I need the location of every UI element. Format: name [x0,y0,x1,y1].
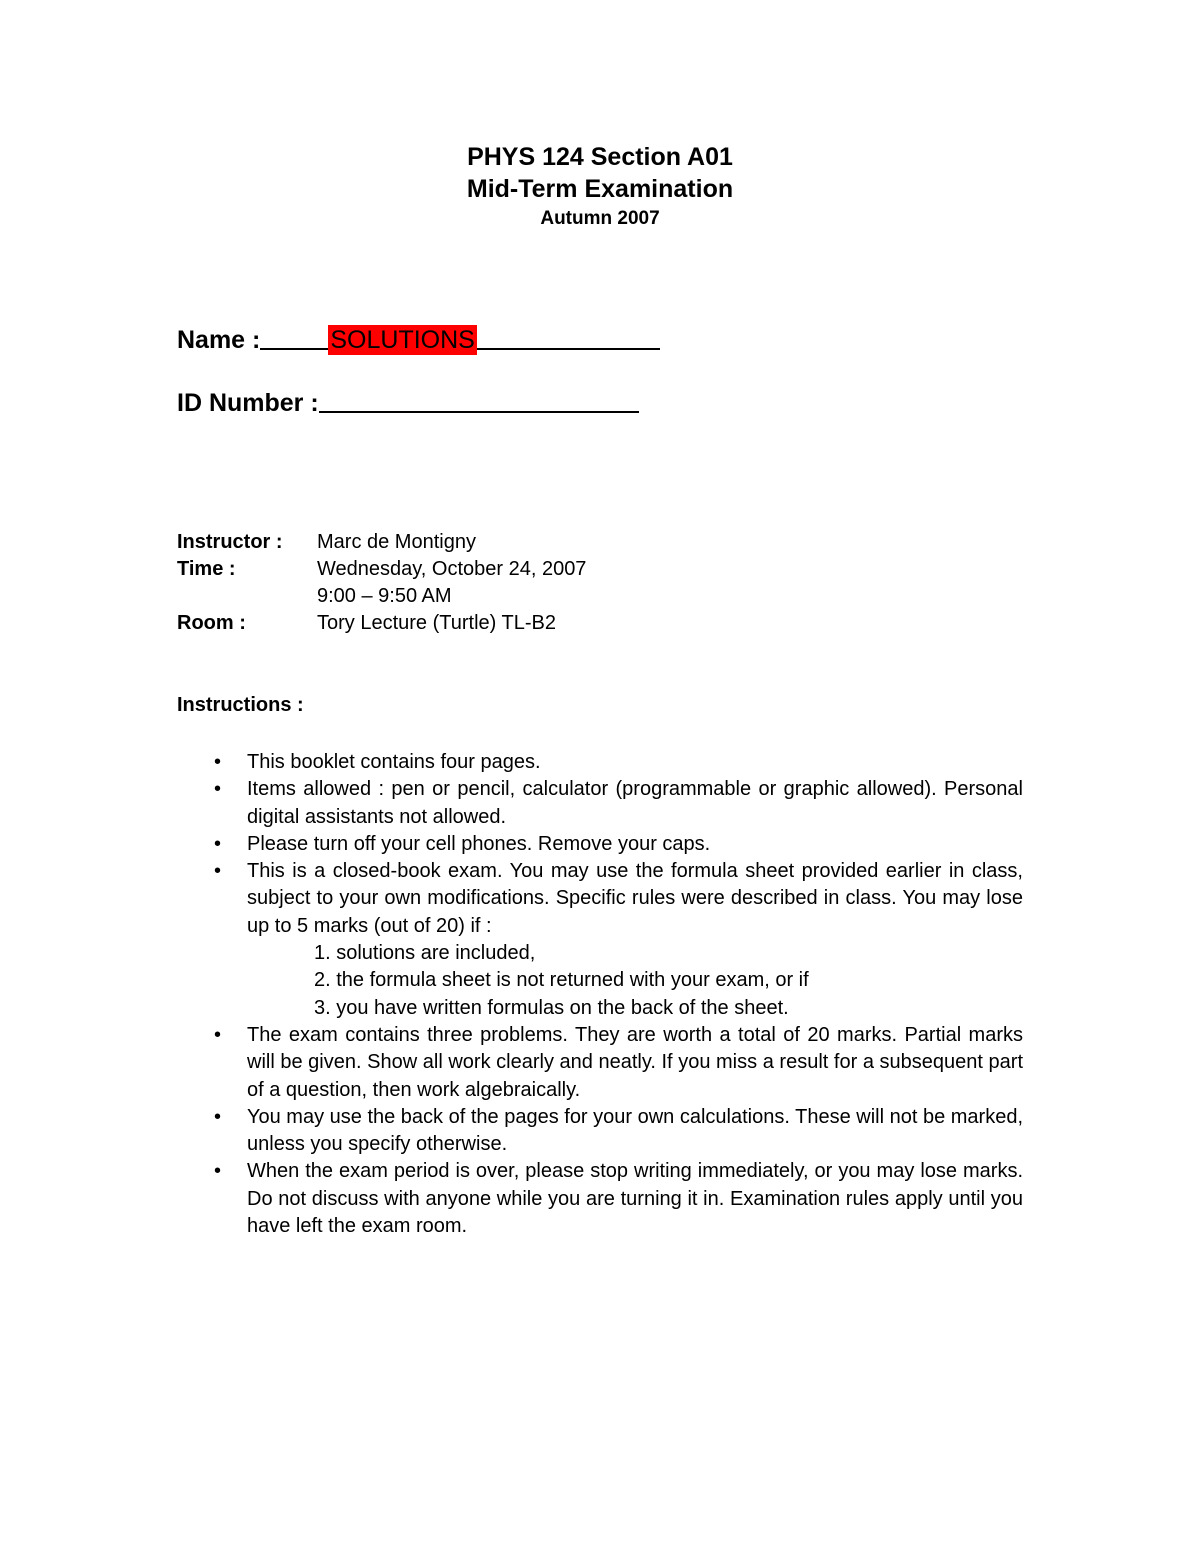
name-underline-left [260,320,328,350]
instruction-item [177,858,1023,1022]
info-row-time-range [177,583,586,610]
bullet-icon: • [214,1105,222,1128]
instruction-item [177,1104,1023,1159]
exam-title: Mid-Term Examination [466,175,734,203]
id-number-label: ID Number : [177,389,319,417]
info-label: Time : [177,558,236,580]
instructions-list [177,749,1023,1240]
info-label: Room : [177,612,246,634]
bullet-icon: • [214,1023,222,1046]
name-underline-right [477,320,660,350]
info-label [177,583,317,610]
name-label: Name : [177,326,261,354]
term-title: Autumn 2007 [540,208,660,229]
instruction-text: You may use the back of the pages for your own calculations. These will not be marked, unless you specify otherwise. [247,1105,1023,1156]
instruction-item [177,749,1023,776]
info-value: Marc de Montigny [317,531,476,553]
bullet-icon: • [214,860,222,883]
penalty-subitem: 1. solutions are included, [314,942,536,965]
penalty-sublist [247,940,1023,1022]
title-block [0,141,1200,233]
info-value: Tory Lecture (Turtle) TL-B2 [317,612,556,634]
penalty-subitem: 2. the formula sheet is not returned with your exam, or if [314,969,809,992]
instruction-item [177,1022,1023,1104]
exam-info-table [177,529,586,637]
bullet-icon: • [214,832,222,855]
bullet-icon: • [214,778,222,801]
bullet-icon: • [214,751,222,773]
instruction-item [177,776,1023,831]
name-value-solutions: SOLUTIONS [330,326,475,354]
info-label: Instructor : [177,531,283,553]
bullet-icon: • [214,1160,222,1183]
instructions-heading: Instructions : [177,694,304,716]
instruction-text: Please turn off your cell phones. Remove your caps. [247,832,711,855]
info-row-room [177,610,586,637]
info-value: Wednesday, October 24, 2007 [317,558,587,580]
info-row-time [177,556,586,583]
name-field [177,318,660,356]
instruction-text: This is a closed-book exam. You may use the formula sheet provided earlier in class, subject to your own modifications. Specific rules were described in class. You may lose up to 5 marks (out of 20) if : [247,860,1023,937]
info-row-instructor [177,529,586,556]
penalty-subitem: 3. you have written formulas on the back of the sheet. [314,996,789,1019]
instruction-text: When the exam period is over, please stop writing immediately, or you may lose marks. Do not discuss with anyone while you are turning it in. Examination rules apply until you have left the exam room. [247,1160,1023,1238]
instruction-text: This booklet contains four pages. [247,751,541,773]
instruction-text: The exam contains three problems. They are worth a total of 20 marks. Partial marks will be given. Show all work clearly and neatly. If you miss a result for a subsequent part of a question, then work algebraically. [247,1023,1023,1101]
info-value: 9:00 – 9:50 AM [317,585,452,607]
instruction-item [177,1158,1023,1240]
id-number-underline [319,383,639,413]
id-number-field [177,381,639,419]
instruction-text: Items allowed : pen or pencil, calculator (programmable or graphic allowed). Personal digital assistants not allowed. [247,778,1023,828]
course-title: PHYS 124 Section A01 [467,143,733,171]
instruction-item [177,831,1023,858]
